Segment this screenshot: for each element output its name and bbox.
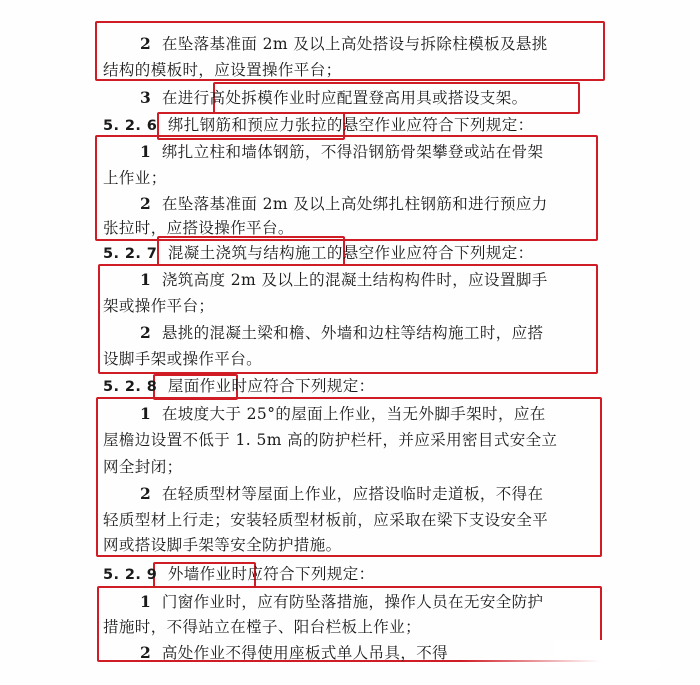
text-line	[103, 457, 183, 477]
line-text: 悬挑的混凝土梁和檐、外墙和边柱等结构施工时，应搭	[161, 324, 544, 342]
item-number: 2	[140, 484, 152, 503]
text-line	[103, 296, 214, 316]
item-number: 1	[140, 592, 152, 611]
text-line	[103, 535, 342, 555]
item-number: 3	[140, 88, 152, 107]
text-line	[140, 592, 543, 612]
text-line	[103, 168, 167, 188]
item-number: 1	[140, 404, 152, 423]
line-text: 上作业；	[103, 169, 167, 187]
text-line	[140, 323, 543, 343]
text-line	[103, 218, 294, 238]
section-heading	[103, 564, 375, 585]
line-text: 设脚手架或操作平台。	[103, 350, 263, 368]
section-number: 5. 2. 6	[103, 118, 158, 134]
text-line	[140, 194, 548, 214]
line-text: 在进行高处拆模作业时应配置登高用具或搭设支架。	[161, 89, 528, 107]
text-line	[140, 643, 448, 663]
item-number: 1	[140, 270, 152, 289]
line-text: 屋面作业时应符合下列规定：	[167, 377, 375, 395]
line-text: 轻质型材上行走；安装轻质型材板前，应采取在梁下支设安全平	[103, 511, 549, 529]
line-text: 张拉时，应搭设操作平台。	[103, 219, 294, 237]
text-line	[103, 617, 421, 637]
line-text: 措施时，不得站立在樘子、阳台栏板上作业；	[103, 618, 422, 636]
section-number: 5. 2. 7	[103, 246, 158, 262]
line-text: 在坡度大于 25°的屋面上作业，当无外脚手架时，应在	[161, 405, 546, 423]
text-line	[140, 142, 543, 162]
text-line	[140, 34, 548, 54]
item-number: 2	[140, 34, 152, 53]
section-heading	[103, 243, 534, 264]
line-text: 在坠落基准面 2m 及以上高处搭设与拆除柱模板及悬挑	[161, 35, 548, 53]
line-text: 混凝土浇筑与结构施工的悬空作业应符合下列规定：	[167, 244, 534, 262]
section-heading	[103, 115, 534, 136]
line-text: 绑扎钢筋和预应力张拉的悬空作业应符合下列规定：	[167, 116, 534, 134]
text-line	[103, 349, 262, 369]
line-text: 高处作业不得使用座板式单人吊具，不得	[161, 644, 449, 662]
line-text: 在轻质型材等屋面上作业，应搭设临时走道板，不得在	[161, 485, 544, 503]
line-text: 外墙作业时应符合下列规定：	[167, 565, 375, 583]
fade-overlay	[460, 640, 660, 670]
line-text: 门窗作业时，应有防坠落措施，操作人员在无安全防护	[161, 593, 544, 611]
line-text: 网或搭设脚手架等安全防护措施。	[103, 536, 342, 554]
line-text: 绑扎立柱和墙体钢筋，不得沿钢筋骨架攀登或站在骨架	[161, 143, 544, 161]
section-heading	[103, 376, 375, 397]
text-line	[140, 484, 543, 504]
section-number: 5. 2. 8	[103, 379, 158, 395]
text-line	[103, 60, 342, 80]
section-number: 5. 2. 9	[103, 567, 158, 583]
line-text: 架或操作平台；	[103, 297, 215, 315]
item-number: 2	[140, 194, 152, 213]
text-line	[103, 430, 557, 450]
text-line	[103, 510, 548, 530]
item-number: 2	[140, 323, 152, 342]
line-text: 结构的模板时，应设置操作平台；	[103, 61, 342, 79]
item-number: 2	[140, 643, 152, 662]
text-line	[140, 88, 528, 108]
item-number: 1	[140, 142, 152, 161]
line-text: 网全封闭；	[103, 458, 183, 476]
line-text: 在坠落基准面 2m 及以上高处绑扎柱钢筋和进行预应力	[161, 195, 548, 213]
text-line	[140, 270, 548, 290]
line-text: 屋檐边设置不低于 1. 5m 高的防护栏杆，并应采用密目式安全立	[103, 431, 558, 449]
text-line	[140, 404, 546, 424]
line-text: 浇筑高度 2m 及以上的混凝土结构构件时，应设置脚手	[161, 271, 548, 289]
